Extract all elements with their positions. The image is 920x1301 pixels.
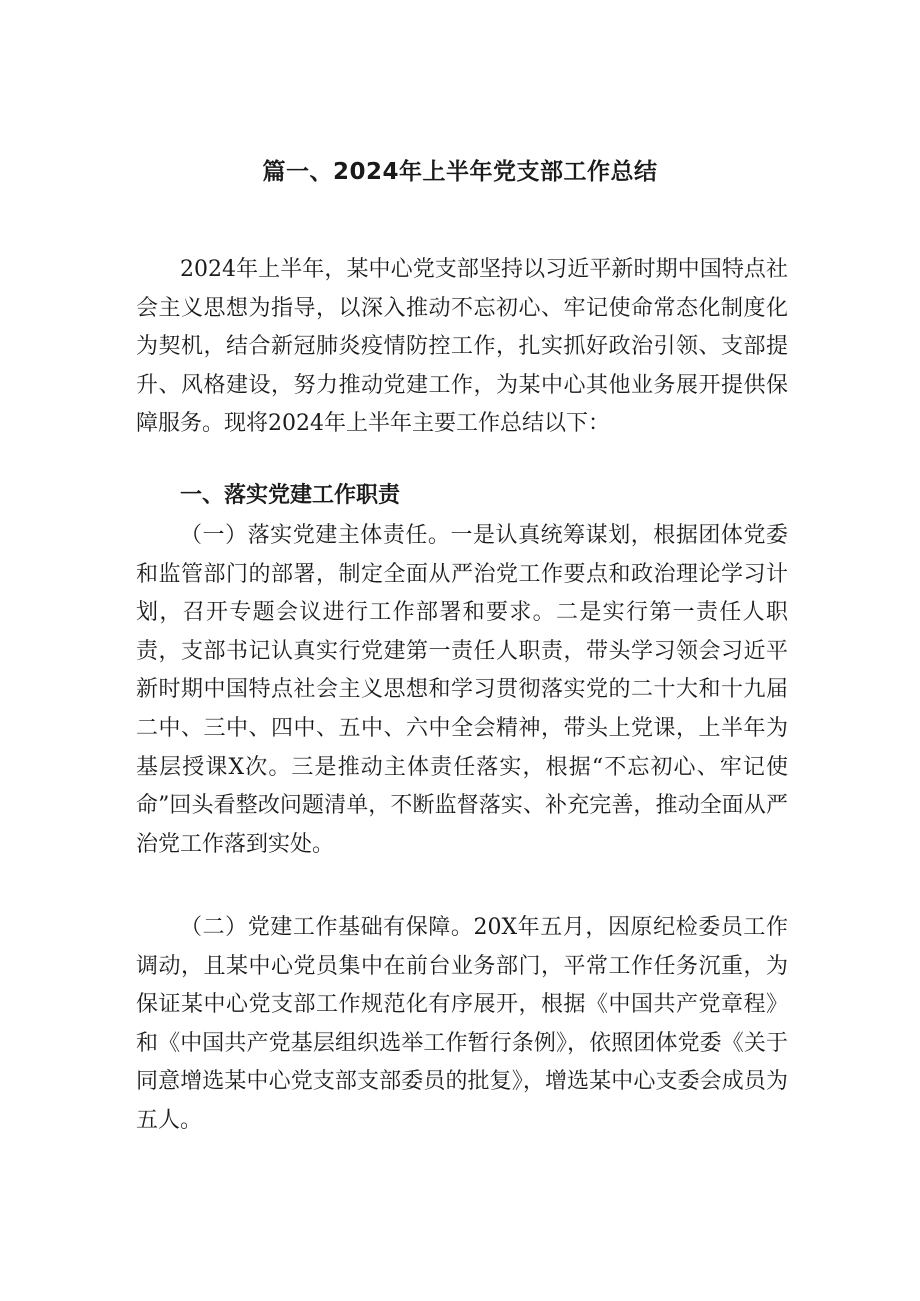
document-title: 篇一、2024年上半年党支部工作总结 [262, 159, 658, 185]
paragraph-party-responsibility: （一）落实党建主体责任。一是认真统筹谋划，根据团体党委和监管部门的部署，制定全面从严治党工作要点和政治理论学习计划，召开专题会议进行工作部署和要求。二是实行第一责任人职责，支部书记认真实行党建第一责任人职责，带头学习领会习近平新时期中国特点社会主义思想和学习贯彻落实党的二十大和十九届二中、三中、四中、五中、六中全会精神，带头上党课，上半年为基层授课X次。三是推动主体责任落实，根据“不忘初心、牢记使命”回头看整改问题清单，不断监督落实、补充完善，推动全面从严治党工作落到实处。 [136, 523, 788, 857]
section-heading: 一、落实党建工作职责 [180, 483, 401, 508]
intro-paragraph: 2024年上半年，某中心党支部坚持以习近平新时期中国特点社会主义思想为指导，以深入推动不忘初心、牢记使命常态化制度化为契机，结合新冠肺炎疫情防控工作，扎实抓好政治引领、支部提升、风格建设，努力推动党建工作，为某中心其他业务展开提供保障服务。现将2024年上半年主要工作总结以下： [136, 257, 788, 437]
paragraph-party-foundation: （二）党建工作基础有保障。20X年五月，因原纪检委员工作调动，且某中心党员集中在前台业务部门，平常工作任务沉重，为保证某中心党支部工作规范化有序展开，根据《中国共产党章程》和《中国共产党基层组织选举工作暂行条例》，依照团体党委《关于同意增选某中心党支部支部委员的批复》，增选某中心支委会成员为五人。 [136, 915, 788, 1133]
